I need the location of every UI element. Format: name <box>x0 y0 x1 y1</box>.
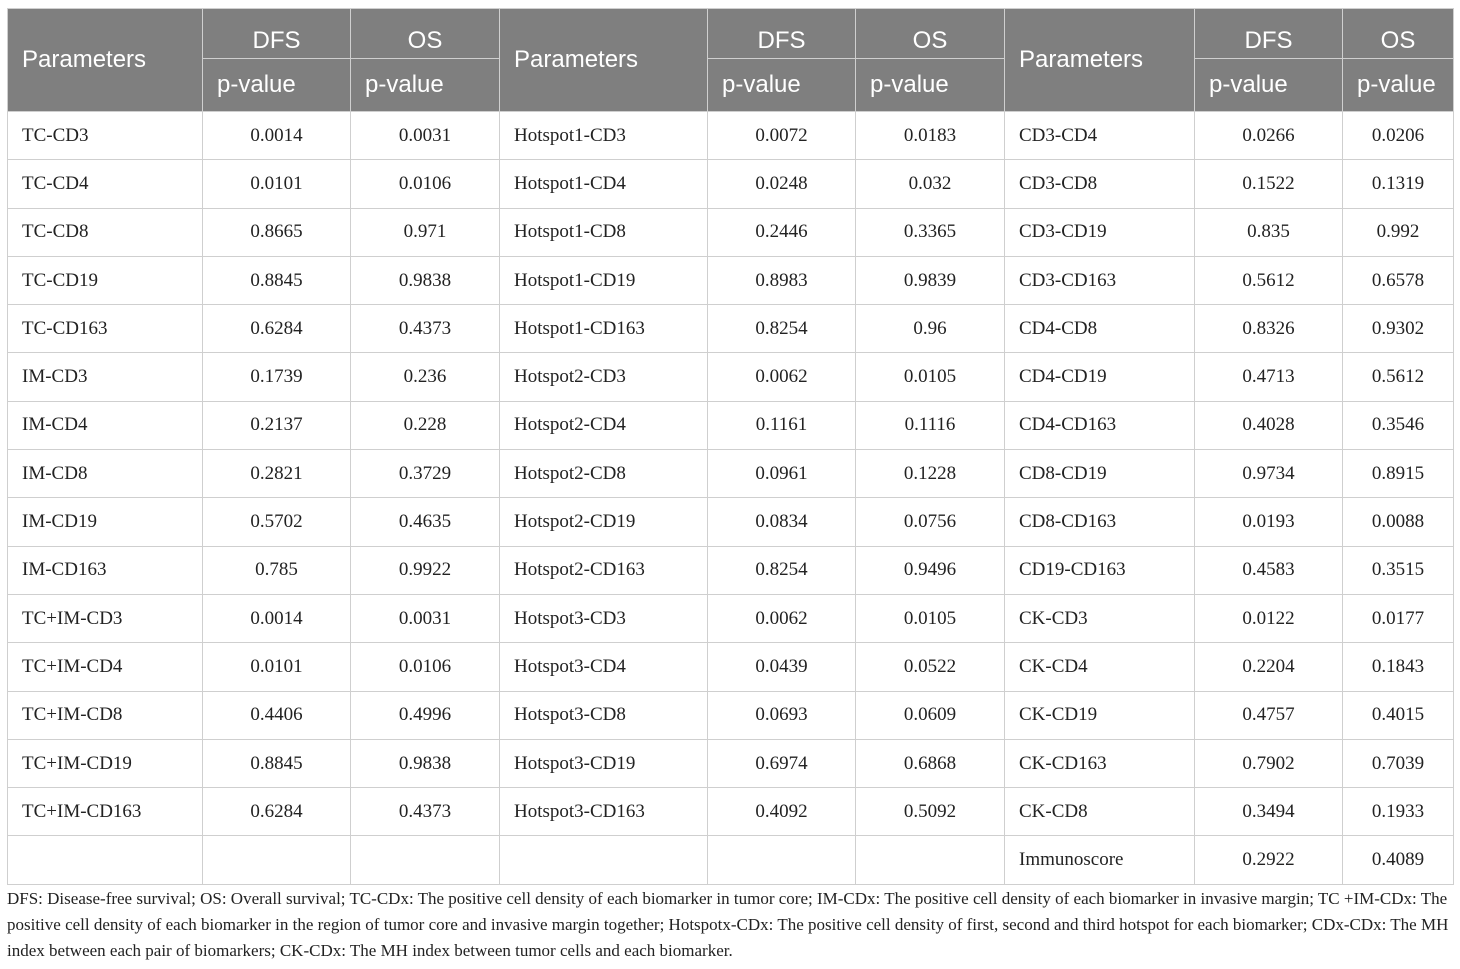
region-os-pvalue-cell: 0.9838 <box>351 739 500 787</box>
hotspot-os-pvalue-cell: 0.9839 <box>856 256 1005 304</box>
hotspot-parameter-cell: Hotspot2-CD163 <box>500 546 708 594</box>
hotspot-dfs-pvalue-cell: 0.0961 <box>708 450 856 498</box>
pair-os-pvalue-cell: 0.5612 <box>1343 353 1454 401</box>
hotspot-os-pvalue-cell: 0.1116 <box>856 401 1005 449</box>
pair-os-pvalue-cell: 0.0206 <box>1343 112 1454 160</box>
hotspot-parameter-cell: Hotspot3-CD4 <box>500 643 708 691</box>
header-os-2: OS <box>856 9 1005 59</box>
pair-dfs-pvalue-cell: 0.9734 <box>1195 450 1343 498</box>
pair-dfs-pvalue-cell: 0.2922 <box>1195 836 1343 884</box>
hotspot-parameter-cell: Hotspot3-CD8 <box>500 691 708 739</box>
region-dfs-pvalue-cell: 0.6284 <box>203 305 351 353</box>
region-os-pvalue-cell: 0.4635 <box>351 498 500 546</box>
region-dfs-pvalue-cell: 0.785 <box>203 546 351 594</box>
region-os-pvalue-cell: 0.4373 <box>351 305 500 353</box>
hotspot-os-pvalue-cell: 0.6868 <box>856 739 1005 787</box>
hotspot-os-pvalue-cell: 0.5092 <box>856 788 1005 836</box>
pair-parameter-cell: CD3-CD19 <box>1005 208 1195 256</box>
table-container <box>7 8 1453 885</box>
table-row <box>8 305 1454 353</box>
pair-dfs-pvalue-cell: 0.0193 <box>1195 498 1343 546</box>
pair-dfs-pvalue-cell: 0.1522 <box>1195 160 1343 208</box>
hotspot-parameter-cell: Hotspot2-CD19 <box>500 498 708 546</box>
pair-parameter-cell: CK-CD19 <box>1005 691 1195 739</box>
region-os-pvalue-cell <box>351 836 500 884</box>
region-dfs-pvalue-cell: 0.2137 <box>203 401 351 449</box>
pair-dfs-pvalue-cell: 0.4583 <box>1195 546 1343 594</box>
table-row <box>8 353 1454 401</box>
pair-parameter-cell: CD8-CD19 <box>1005 450 1195 498</box>
header-pvalue-os-3: p-value <box>1343 59 1454 112</box>
table-row <box>8 450 1454 498</box>
hotspot-dfs-pvalue-cell: 0.0693 <box>708 691 856 739</box>
region-dfs-pvalue-cell: 0.4406 <box>203 691 351 739</box>
hotspot-os-pvalue-cell: 0.0183 <box>856 112 1005 160</box>
region-parameter-cell: IM-CD163 <box>8 546 203 594</box>
hotspot-parameter-cell: Hotspot1-CD4 <box>500 160 708 208</box>
hotspot-os-pvalue-cell <box>856 836 1005 884</box>
pair-parameter-cell: CD4-CD163 <box>1005 401 1195 449</box>
region-dfs-pvalue-cell: 0.6284 <box>203 788 351 836</box>
pair-parameter-cell: Immunoscore <box>1005 836 1195 884</box>
hotspot-dfs-pvalue-cell <box>708 836 856 884</box>
region-dfs-pvalue-cell: 0.8845 <box>203 739 351 787</box>
header-parameters-3: Parameters <box>1005 9 1195 112</box>
hotspot-parameter-cell: Hotspot2-CD3 <box>500 353 708 401</box>
pair-parameter-cell: CD19-CD163 <box>1005 546 1195 594</box>
pair-parameter-cell: CK-CD8 <box>1005 788 1195 836</box>
pair-parameter-cell: CD3-CD8 <box>1005 160 1195 208</box>
region-parameter-cell: TC-CD4 <box>8 160 203 208</box>
region-dfs-pvalue-cell: 0.0101 <box>203 643 351 691</box>
header-pvalue-dfs-3: p-value <box>1195 59 1343 112</box>
pair-os-pvalue-cell: 0.4089 <box>1343 836 1454 884</box>
region-parameter-cell: TC-CD3 <box>8 112 203 160</box>
pair-os-pvalue-cell: 0.6578 <box>1343 256 1454 304</box>
hotspot-dfs-pvalue-cell: 0.1161 <box>708 401 856 449</box>
region-dfs-pvalue-cell: 0.0014 <box>203 594 351 642</box>
pair-dfs-pvalue-cell: 0.0266 <box>1195 112 1343 160</box>
hotspot-parameter-cell: Hotspot1-CD163 <box>500 305 708 353</box>
header-os-3: OS <box>1343 9 1454 59</box>
pair-dfs-pvalue-cell: 0.7902 <box>1195 739 1343 787</box>
pair-os-pvalue-cell: 0.3546 <box>1343 401 1454 449</box>
pair-os-pvalue-cell: 0.9302 <box>1343 305 1454 353</box>
region-dfs-pvalue-cell: 0.0101 <box>203 160 351 208</box>
pair-dfs-pvalue-cell: 0.4713 <box>1195 353 1343 401</box>
pair-os-pvalue-cell: 0.7039 <box>1343 739 1454 787</box>
pair-parameter-cell: CD4-CD19 <box>1005 353 1195 401</box>
hotspot-parameter-cell: Hotspot3-CD3 <box>500 594 708 642</box>
pair-os-pvalue-cell: 0.8915 <box>1343 450 1454 498</box>
header-os-1: OS <box>351 9 500 59</box>
hotspot-dfs-pvalue-cell: 0.8254 <box>708 305 856 353</box>
table-row <box>8 594 1454 642</box>
region-parameter-cell: TC+IM-CD19 <box>8 739 203 787</box>
pair-parameter-cell: CD8-CD163 <box>1005 498 1195 546</box>
table-row <box>8 836 1454 884</box>
hotspot-dfs-pvalue-cell: 0.0072 <box>708 112 856 160</box>
pair-os-pvalue-cell: 0.0177 <box>1343 594 1454 642</box>
header-pvalue-dfs-1: p-value <box>203 59 351 112</box>
hotspot-dfs-pvalue-cell: 0.2446 <box>708 208 856 256</box>
header-dfs-2: DFS <box>708 9 856 59</box>
hotspot-os-pvalue-cell: 0.0609 <box>856 691 1005 739</box>
hotspot-parameter-cell: Hotspot3-CD19 <box>500 739 708 787</box>
table-row <box>8 691 1454 739</box>
table-row <box>8 643 1454 691</box>
table-row <box>8 256 1454 304</box>
region-os-pvalue-cell: 0.3729 <box>351 450 500 498</box>
hotspot-dfs-pvalue-cell: 0.4092 <box>708 788 856 836</box>
region-os-pvalue-cell: 0.971 <box>351 208 500 256</box>
hotspot-dfs-pvalue-cell: 0.0834 <box>708 498 856 546</box>
region-parameter-cell: TC+IM-CD3 <box>8 594 203 642</box>
region-os-pvalue-cell: 0.9838 <box>351 256 500 304</box>
header-row-endpoints <box>8 9 1454 59</box>
header-dfs-1: DFS <box>203 9 351 59</box>
region-dfs-pvalue-cell: 0.1739 <box>203 353 351 401</box>
hotspot-os-pvalue-cell: 0.1228 <box>856 450 1005 498</box>
region-dfs-pvalue-cell: 0.8665 <box>203 208 351 256</box>
hotspot-os-pvalue-cell: 0.9496 <box>856 546 1005 594</box>
table-row <box>8 498 1454 546</box>
pair-dfs-pvalue-cell: 0.5612 <box>1195 256 1343 304</box>
pair-parameter-cell: CK-CD3 <box>1005 594 1195 642</box>
pair-os-pvalue-cell: 0.992 <box>1343 208 1454 256</box>
hotspot-parameter-cell: Hotspot1-CD8 <box>500 208 708 256</box>
hotspot-dfs-pvalue-cell: 0.0439 <box>708 643 856 691</box>
hotspot-parameter-cell: Hotspot1-CD3 <box>500 112 708 160</box>
hotspot-parameter-cell: Hotspot1-CD19 <box>500 256 708 304</box>
pair-parameter-cell: CD3-CD4 <box>1005 112 1195 160</box>
region-os-pvalue-cell: 0.228 <box>351 401 500 449</box>
region-dfs-pvalue-cell: 0.5702 <box>203 498 351 546</box>
region-parameter-cell: TC+IM-CD4 <box>8 643 203 691</box>
region-os-pvalue-cell: 0.4373 <box>351 788 500 836</box>
pair-os-pvalue-cell: 0.1319 <box>1343 160 1454 208</box>
table-row <box>8 208 1454 256</box>
table-body <box>8 112 1454 885</box>
region-os-pvalue-cell: 0.9922 <box>351 546 500 594</box>
region-dfs-pvalue-cell: 0.8845 <box>203 256 351 304</box>
table-row <box>8 546 1454 594</box>
pair-os-pvalue-cell: 0.0088 <box>1343 498 1454 546</box>
header-parameters-1: Parameters <box>8 9 203 112</box>
pair-parameter-cell: CK-CD163 <box>1005 739 1195 787</box>
hotspot-dfs-pvalue-cell: 0.8254 <box>708 546 856 594</box>
region-parameter-cell: TC-CD8 <box>8 208 203 256</box>
header-pvalue-os-2: p-value <box>856 59 1005 112</box>
table-row <box>8 160 1454 208</box>
region-os-pvalue-cell: 0.0106 <box>351 160 500 208</box>
pair-dfs-pvalue-cell: 0.3494 <box>1195 788 1343 836</box>
pair-parameter-cell: CD4-CD8 <box>1005 305 1195 353</box>
hotspot-dfs-pvalue-cell: 0.8983 <box>708 256 856 304</box>
hotspot-parameter-cell: Hotspot3-CD163 <box>500 788 708 836</box>
survival-pvalue-table <box>7 8 1454 885</box>
header-dfs-3: DFS <box>1195 9 1343 59</box>
table-row <box>8 401 1454 449</box>
hotspot-dfs-pvalue-cell: 0.0062 <box>708 594 856 642</box>
region-parameter-cell: TC-CD163 <box>8 305 203 353</box>
hotspot-dfs-pvalue-cell: 0.0062 <box>708 353 856 401</box>
pair-os-pvalue-cell: 0.3515 <box>1343 546 1454 594</box>
hotspot-parameter-cell: Hotspot2-CD4 <box>500 401 708 449</box>
hotspot-parameter-cell <box>500 836 708 884</box>
header-parameters-2: Parameters <box>500 9 708 112</box>
header-pvalue-dfs-2: p-value <box>708 59 856 112</box>
region-dfs-pvalue-cell <box>203 836 351 884</box>
region-parameter-cell: IM-CD19 <box>8 498 203 546</box>
table-row <box>8 112 1454 160</box>
pair-dfs-pvalue-cell: 0.0122 <box>1195 594 1343 642</box>
region-parameter-cell: IM-CD3 <box>8 353 203 401</box>
region-parameter-cell <box>8 836 203 884</box>
header-pvalue-os-1: p-value <box>351 59 500 112</box>
hotspot-os-pvalue-cell: 0.0756 <box>856 498 1005 546</box>
pair-dfs-pvalue-cell: 0.4028 <box>1195 401 1343 449</box>
region-parameter-cell: TC-CD19 <box>8 256 203 304</box>
region-os-pvalue-cell: 0.0031 <box>351 594 500 642</box>
region-os-pvalue-cell: 0.0106 <box>351 643 500 691</box>
region-parameter-cell: TC+IM-CD8 <box>8 691 203 739</box>
pair-dfs-pvalue-cell: 0.2204 <box>1195 643 1343 691</box>
pair-dfs-pvalue-cell: 0.835 <box>1195 208 1343 256</box>
pair-os-pvalue-cell: 0.1843 <box>1343 643 1454 691</box>
region-parameter-cell: IM-CD8 <box>8 450 203 498</box>
hotspot-os-pvalue-cell: 0.0105 <box>856 353 1005 401</box>
pair-dfs-pvalue-cell: 0.8326 <box>1195 305 1343 353</box>
header-row-pvalue <box>8 59 1454 112</box>
table-row <box>8 788 1454 836</box>
region-dfs-pvalue-cell: 0.0014 <box>203 112 351 160</box>
pair-dfs-pvalue-cell: 0.4757 <box>1195 691 1343 739</box>
table-row <box>8 739 1454 787</box>
region-dfs-pvalue-cell: 0.2821 <box>203 450 351 498</box>
hotspot-os-pvalue-cell: 0.032 <box>856 160 1005 208</box>
pair-parameter-cell: CD3-CD163 <box>1005 256 1195 304</box>
region-os-pvalue-cell: 0.236 <box>351 353 500 401</box>
hotspot-os-pvalue-cell: 0.0105 <box>856 594 1005 642</box>
hotspot-os-pvalue-cell: 0.3365 <box>856 208 1005 256</box>
pair-os-pvalue-cell: 0.1933 <box>1343 788 1454 836</box>
region-os-pvalue-cell: 0.4996 <box>351 691 500 739</box>
pair-parameter-cell: CK-CD4 <box>1005 643 1195 691</box>
hotspot-dfs-pvalue-cell: 0.0248 <box>708 160 856 208</box>
table-footnote: DFS: Disease-free survival; OS: Overall survival; TC-CDx: The positive cell density of each biomarker in tumor core; IM-CDx: The positive cell density of each biomarker in invasive margin; TC +IM-CDx: The positive cell density of each biomarker in the region of tumor core and invasive margin together; Hotspotx-CDx: The positive cell density of first, second and third hotspot for each biomarker; CDx-CDx: The MH index between each pair of biomarkers; CK-CDx: The MH index between tumor cells and each biomarker. <box>7 889 1449 960</box>
hotspot-dfs-pvalue-cell: 0.6974 <box>708 739 856 787</box>
hotspot-parameter-cell: Hotspot2-CD8 <box>500 450 708 498</box>
region-os-pvalue-cell: 0.0031 <box>351 112 500 160</box>
table-header <box>8 9 1454 112</box>
hotspot-os-pvalue-cell: 0.96 <box>856 305 1005 353</box>
region-parameter-cell: TC+IM-CD163 <box>8 788 203 836</box>
pair-os-pvalue-cell: 0.4015 <box>1343 691 1454 739</box>
region-parameter-cell: IM-CD4 <box>8 401 203 449</box>
hotspot-os-pvalue-cell: 0.0522 <box>856 643 1005 691</box>
